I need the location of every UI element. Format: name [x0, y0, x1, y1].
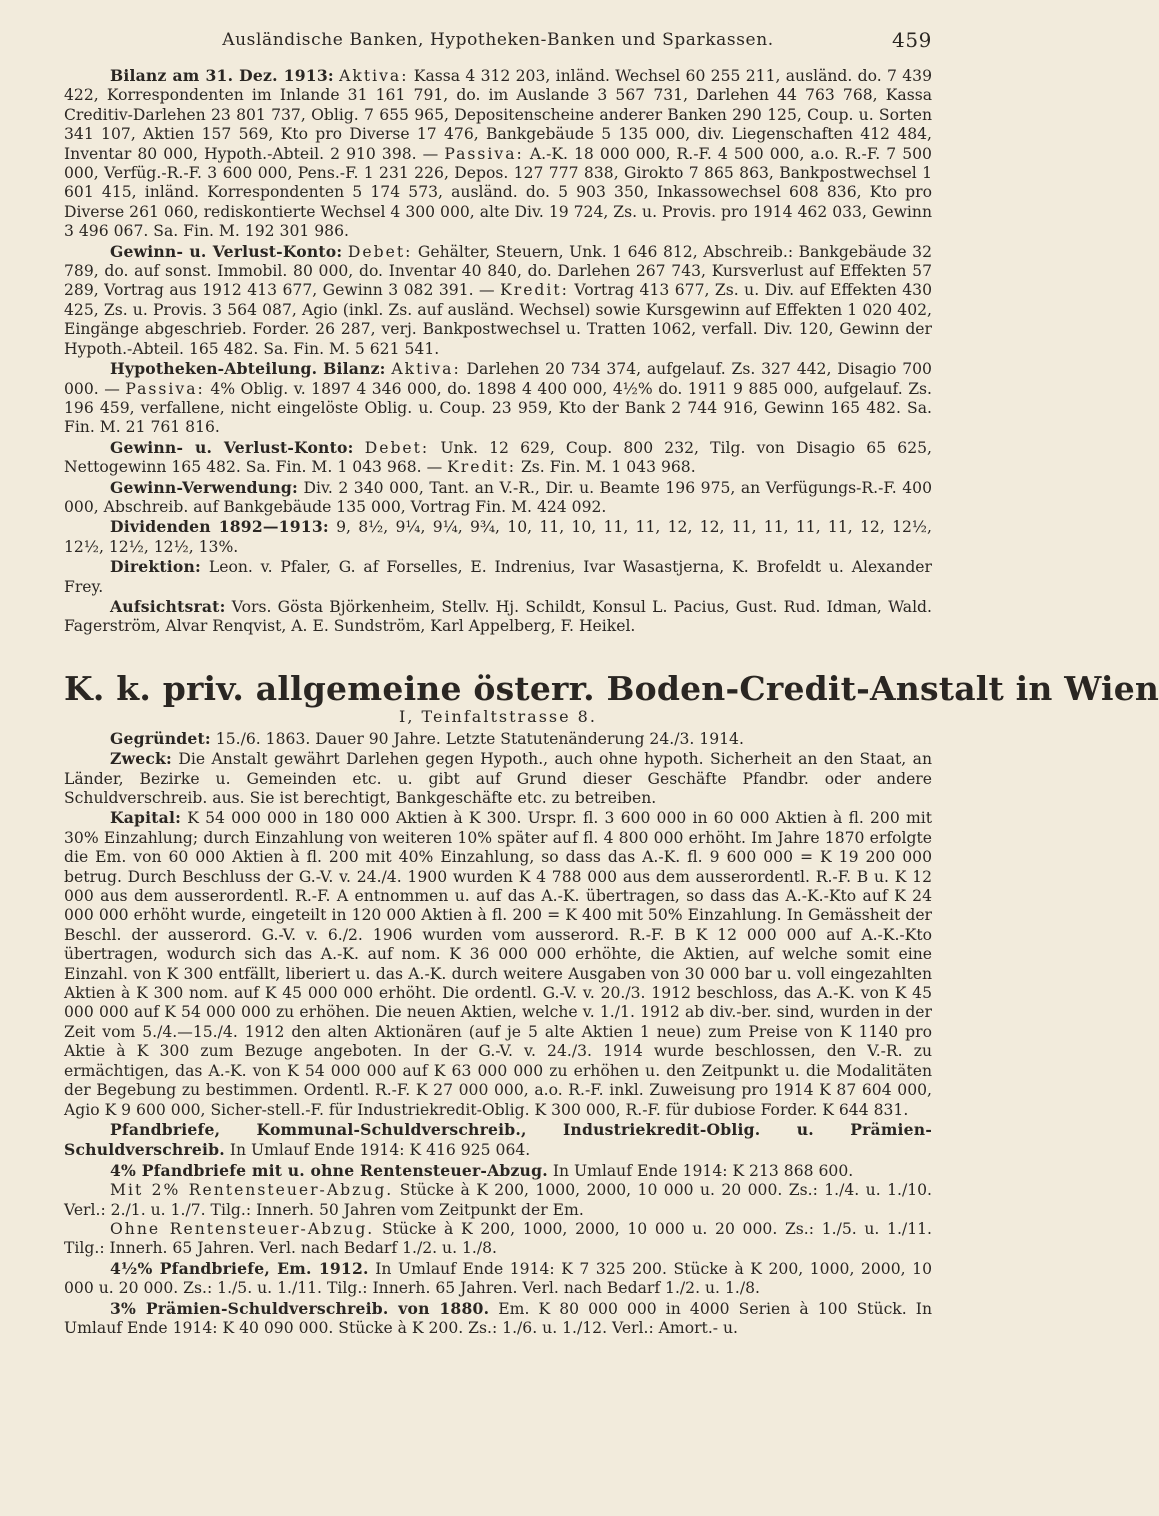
- aktiva-text: Kassa 4 312 203, inländ. Wechsel 60 255 211, ausländ. do. 7 439 422, Korrespondenten im Inlande 31 161 791, do. im Auslande 3 567 731, Darlehen 44 763 768, Kassa Creditiv-Darlehen 23 801 737, Oblig. 7 655 965, Depositenscheine anderer Banken 290 125, Coup. u. Sorten 341 107, Aktien 157 569, Kto pro Diverse 17 476, Bankgebäude 5 135 000, div. Liegenschaften 412 484, Inventar 80 000, Hypoth.-Abteil. 2 910 398. —: [64, 67, 932, 163]
- hypotheken-passiva-label: Passiva:: [125, 379, 205, 398]
- hyp-gewinn-label: Gewinn- u. Verlust-Konto:: [110, 437, 354, 457]
- kapital-label: Kapital:: [110, 808, 182, 828]
- gewinn-verlust-label: Gewinn- u. Verlust-Konto:: [110, 241, 343, 261]
- boden-credit-section: [64, 729, 932, 1339]
- praemien-paragraph: [64, 1299, 932, 1339]
- verwendung-paragraph: [64, 478, 932, 518]
- hypotheken-label: Hypotheken-Abteilung.: [110, 359, 318, 379]
- direktion-label: Direktion:: [110, 557, 202, 577]
- dividenden-label: Dividenden 1892—1913:: [110, 517, 329, 537]
- aufsichtsrat-paragraph: [64, 597, 932, 637]
- hypotheken-aktiva-label: Aktiva:: [391, 360, 461, 379]
- gegruendet-paragraph: [64, 729, 932, 749]
- running-title: Ausländische Banken, Hypotheken-Banken und Sparkassen.: [222, 30, 774, 50]
- pfand4-paragraph: [64, 1161, 932, 1181]
- gewinn-verlust-paragraph: [64, 242, 932, 359]
- kapital-paragraph: [64, 808, 932, 1120]
- zweck-paragraph: [64, 749, 932, 808]
- bank-title: K. k. priv. allgemeine österr. Boden-Credit-Anstalt in Wien: [64, 668, 1159, 708]
- hypotheken-bilanz-label: Bilanz:: [323, 359, 386, 379]
- bank-address: I, Teinfaltstrasse 8.: [399, 706, 597, 726]
- mit2-paragraph: [64, 1181, 932, 1220]
- verwendung-label: Gewinn-Verwendung:: [110, 477, 298, 497]
- aufsichtsrat-text: Vors. Gösta Björkenheim, Stellv. Hj. Schildt, Konsul L. Pacius, Gust. Rud. Idman, Wald. Fagerström, Alvar Renqvist, A. E. Sundström, Karl Appelberg, F. Heikel.: [64, 597, 932, 636]
- pfandbriefe-label: Pfandbriefe, Kommunal-Schuldverschreib., Industriekredit-Oblig. u. Prämien-Schuldverschreib.: [64, 1119, 932, 1160]
- finnish-bank-section: [64, 66, 932, 637]
- passiva-text: A.-K. 18 000 000, R.-F. 4 500 000, a.o. R.-F. 7 500 000, Verfüg.-R.-F. 3 600 000, Pens.-F. 1 231 226, Depos. 127 777 838, Girokto 7 865 863, Bankpostwechsel 1 601 415, inländ. Korrespondenten 5 174 573, ausländ. do. 5 903 350, Inkassowechsel 608 836, Kto pro Diverse 261 060, rediskontierte Wechsel 4 300 000, alte Div. 19 724, Zs. u. Provis. pro 1914 462 033, Gewinn 3 496 067. Sa. Fin. M. 192 301 986.: [64, 144, 932, 241]
- ohne-text: Stücke à K 200, 1000, 2000, 10 000 u. 20 000. Zs.: 1./5. u. 1./11. Tilg.: Innerh. 65 Jahren. Verl. nach Bedarf 1./2. u. 1./8.: [64, 1219, 932, 1258]
- verwendung-text: Div. 2 340 000, Tant. an V.-R., Dir. u. Beamte 196 975, an Verfügungs-R.-F. 400 000, Abschreib. auf Bankgebäude 135 000, Vortrag Fin. M. 424 092.: [64, 478, 932, 516]
- kredit-text: Vortrag 413 677, Zs. u. Div. auf Effekten 430 425, Zs. u. Provis. 3 564 087, Agio (inkl. Zs. auf ausländ. Wechsel) sowie Kursgewinn auf Effekten 1 020 402, Eingänge abgeschrieb. Forder. 26 287, verj. Bankpostwechsel u. Tratten 1062, verfall. Div. 120, Gewinn der Hypoth.-Abteil. 165 482. Sa. Fin. M. 5 621 541.: [64, 281, 932, 358]
- hypotheken-passiva-text: 4% Oblig. v. 1897 4 346 000, do. 1898 4 400 000, 4½% do. 1911 9 885 000, aufgelauf. Zs. 196 459, verfallene, nicht eingelöste Oblig. u. Coup. 23 959, Kto der Bank 2 744 916, Gewinn 165 482. Sa. Fin. M. 21 761 816.: [64, 379, 933, 437]
- passiva-label: Passiva:: [444, 144, 524, 163]
- kapital-text: K 54 000 000 in 180 000 Aktien à K 300. Urspr. fl. 3 600 000 in 60 000 Aktien à fl. 200 mit 30% Einzahlung; durch Einzahlung von weiteren 10% später auf fl. 4 800 000 erhöht. Im Jahre 1870 erfolgte die Em. von 60 000 Aktien à fl. 200 mit 40% Einzahlung, so dass das A.-K. fl. 9 600 000 = K 19 200 000 betrug. Durch Beschluss der G.-V. v. 24./4. 1900 wurden K 4 788 000 aus dem ausserordentl. R.-F. B u. K 12 000 aus dem ausserordentl. R.-F. A entnommen u. auf das A.-K. übertragen, so dass das A.-K.-Kto auf K 24 000 000 erhöht wurde, eingeteilt in 120 000 Aktien à fl. 200 = K 400 mit 50% Einzahlung. In Gemässheit der Beschl. der ausserord. G.-V. v. 6./2. 1906 wurden vom ausserord. R.-F. B K 12 000 000 auf A.-K.-Kto übertragen, wodurch sich das A.-K. auf nom. K 36 000 000 erhöhte, die Aktien, auf welche somit eine Einzahl. von K 300 entfällt, liberiert u. das A.-K. durch weitere Ausgaben von 30 000 bar u. voll eingezahlten Aktien à K 300 nom. auf K 45 000 000 erhöht. Die ordentl. G.-V. v. 20./3. 1912 beschloss, das A.-K. von K 45 000 000 auf K 54 000 000 zu erhöhen. Die neuen Aktien, welche v. 1./1. 1912 ab div.-ber. sind, wurden in der Zeit vom 5./4.—15./4. 1912 den alten Aktionären (auf je 5 alte Aktien 1 neue) zum Preise von K 1140 pro Aktie à K 300 zum Bezuge angeboten. In der G.-V. v. 24./3. 1914 wurde beschlossen, den V.-R. zu ermächtigen, das A.-K. von K 54 000 000 auf K 63 000 000 zu erhöhen u. den Zeitpunkt u. die Modalitäten der Begebung zu bestimmen. Ordentl. R.-F. K 27 000 000, a.o. R.-F. inkl. Zuweisung pro 1914 K 87 604 000, Agio K 9 600 000, Sicher-stell.-F. für Industriekredit-Oblig. K 300 000, R.-F. für dubiose Forder. K 644 831.: [64, 809, 932, 1119]
- hyp-debet-text: Unk. 12 629, Coup. 800 232, Tilg. von Disagio 65 625, Nettogewinn 165 482. Sa. Fin. M. 1 043 968. —: [64, 438, 932, 477]
- page-header: [64, 30, 932, 66]
- debet-text: Gehälter, Steuern, Unk. 1 646 812, Abschreib.: Bankgebäude 32 789, do. auf sonst. Immobil. 80 000, do. Inventar 40 840, do. Darlehen 267 743, Kursverlust auf Effekten 57 289, Vortrag aus 1912 413 677, Gewinn 3 082 391. —: [64, 242, 932, 300]
- mit2-label: Mit 2% Rentensteuer-Abzug.: [110, 1181, 394, 1200]
- pfandbriefe-text: In Umlauf Ende 1914: K 416 925 064.: [229, 1141, 531, 1160]
- pfandbriefe-paragraph: [64, 1120, 932, 1161]
- bilanz-label: Bilanz am 31. Dez. 1913:: [110, 66, 334, 85]
- dividenden-paragraph: [64, 517, 932, 557]
- pfand4-text: In Umlauf Ende 1914: K 213 868 600.: [552, 1161, 854, 1180]
- direktion-text: Leon. v. Pfaler, G. af Forselles, E. Indrenius, Ivar Wasastjerna, K. Brofeldt u. Alexander Frey.: [64, 558, 932, 596]
- hyp-kredit-label: Kredit:: [447, 458, 516, 477]
- zweck-text: Die Anstalt gewährt Darlehen gegen Hypoth., auch ohne hypoth. Sicherheit an den Staat, an Länder, Bezirke u. Gemeinden etc. u. gibt auf Grund dieser Geschäfte Pfandbr. oder andere Schuldverschreib. aus. Sie ist berechtigt, Bankgeschäfte etc. zu betreiben.: [64, 750, 932, 807]
- praemien-label: 3% Prämien-Schuldverschreib. von 1880.: [110, 1298, 490, 1318]
- pfand4-label: 4% Pfandbriefe mit u. ohne Rentensteuer-Abzug.: [110, 1160, 548, 1180]
- ohne-paragraph: [64, 1220, 932, 1259]
- page-number: 459: [892, 28, 932, 52]
- bilanz-paragraph: [64, 66, 932, 242]
- zweck-label: Zweck:: [110, 749, 172, 769]
- hyp-debet-label: Debet:: [364, 438, 430, 457]
- pfand45-text: In Umlauf Ende 1914: K 7 325 200. Stücke à K 200, 1000, 2000, 10 000 u. 20 000. Zs.: 1./5. u. 1./11. Tilg.: Innerh. 65 Jahren. Verl. nach Bedarf 1./2. u. 1./8.: [64, 1259, 932, 1298]
- aufsichtsrat-label: Aufsichtsrat:: [110, 596, 226, 616]
- hyp-kredit-text: Zs. Fin. M. 1 043 968.: [520, 458, 696, 477]
- gegruendet-text: 15./6. 1863. Dauer 90 Jahre. Letzte Statutenänderung 24./3. 1914.: [215, 729, 744, 748]
- debet-label: Debet:: [347, 242, 413, 261]
- kredit-label: Kredit:: [500, 281, 569, 300]
- hypotheken-paragraph: [64, 359, 932, 438]
- hyp-gewinn-paragraph: [64, 438, 932, 478]
- ohne-label: Ohne Rentensteuer-Abzug.: [110, 1219, 375, 1238]
- direktion-paragraph: [64, 557, 932, 597]
- praemien-text: Em. K 80 000 000 in 4000 Serien à 100 Stück. In Umlauf Ende 1914: K 40 090 000. Stücke à K 200. Zs.: 1./6. u. 1./12. Verl.: Amort.- u.: [64, 1299, 932, 1337]
- mit2-text: Stücke à K 200, 1000, 2000, 10 000 u. 20 000. Zs.: 1./4. u. 1./10. Verl.: 2./1. u. 1./7. Tilg.: Innerh. 50 Jahren vom Zeitpunkt der Em.: [64, 1181, 933, 1219]
- hypotheken-aktiva-text: Darlehen 20 734 374, aufgelauf. Zs. 327 442, Disagio 700 000. —: [64, 360, 932, 398]
- gegruendet-label: Gegründet:: [110, 728, 211, 748]
- dividenden-text: 9, 8½, 9¼, 9¼, 9¾, 10, 11, 10, 11, 11, 12, 12, 11, 11, 11, 11, 12, 12½, 12½, 12½, 12½, 13%.: [64, 518, 932, 556]
- pfand45-label: 4½% Pfandbriefe, Em. 1912.: [110, 1258, 369, 1278]
- aktiva-label: Aktiva:: [339, 67, 409, 85]
- pfand45-paragraph: [64, 1259, 932, 1299]
